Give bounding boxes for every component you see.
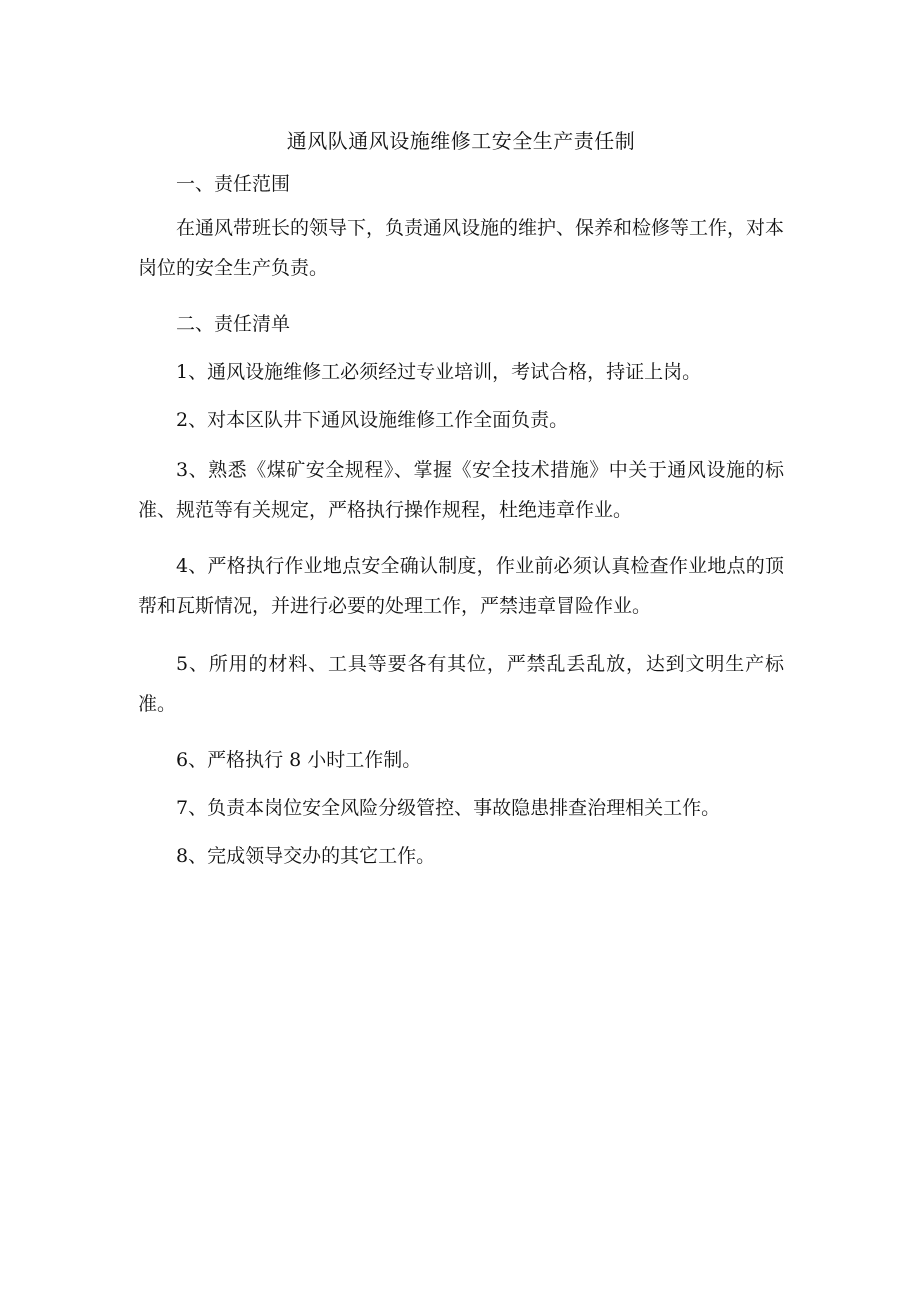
list-item: 6、严格执行 8 小时工作制。 [176,749,422,771]
scope-paragraph: 在通风带班长的领导下，负责通风设施的维护、保养和检修等工作，对本岗位的安全生产负责。 [138,217,785,279]
list-item: 4、严格执行作业地点安全确认制度，作业前必须认真检查作业地点的顶帮和瓦斯情况，并进行必要的处理工作，严禁违章冒险作业。 [138,555,784,617]
list-item: 2、对本区队井下通风设施维修工作全面负责。 [176,409,569,431]
list-item: 7、负责本岗位安全风险分级管控、事故隐患排查治理相关工作。 [176,797,721,819]
list-item: 3、熟悉《煤矿安全规程》、掌握《安全技术措施》中关于通风设施的标准、规范等有关规定，严格执行操作规程，杜绝违章作业。 [138,459,784,521]
list-item: 8、完成领导交办的其它工作。 [176,845,436,867]
document-title: 通风队通风设施维修工安全生产责任制 [286,129,636,153]
list-item: 5、所用的材料、工具等要各有其位，严禁乱丢乱放，达到文明生产标准。 [138,653,784,715]
section-heading-list: 二、责任清单 [176,313,291,335]
section-heading-scope: 一、责任范围 [176,173,291,195]
list-item: 1、通风设施维修工必须经过专业培训，考试合格，持证上岗。 [176,361,702,383]
